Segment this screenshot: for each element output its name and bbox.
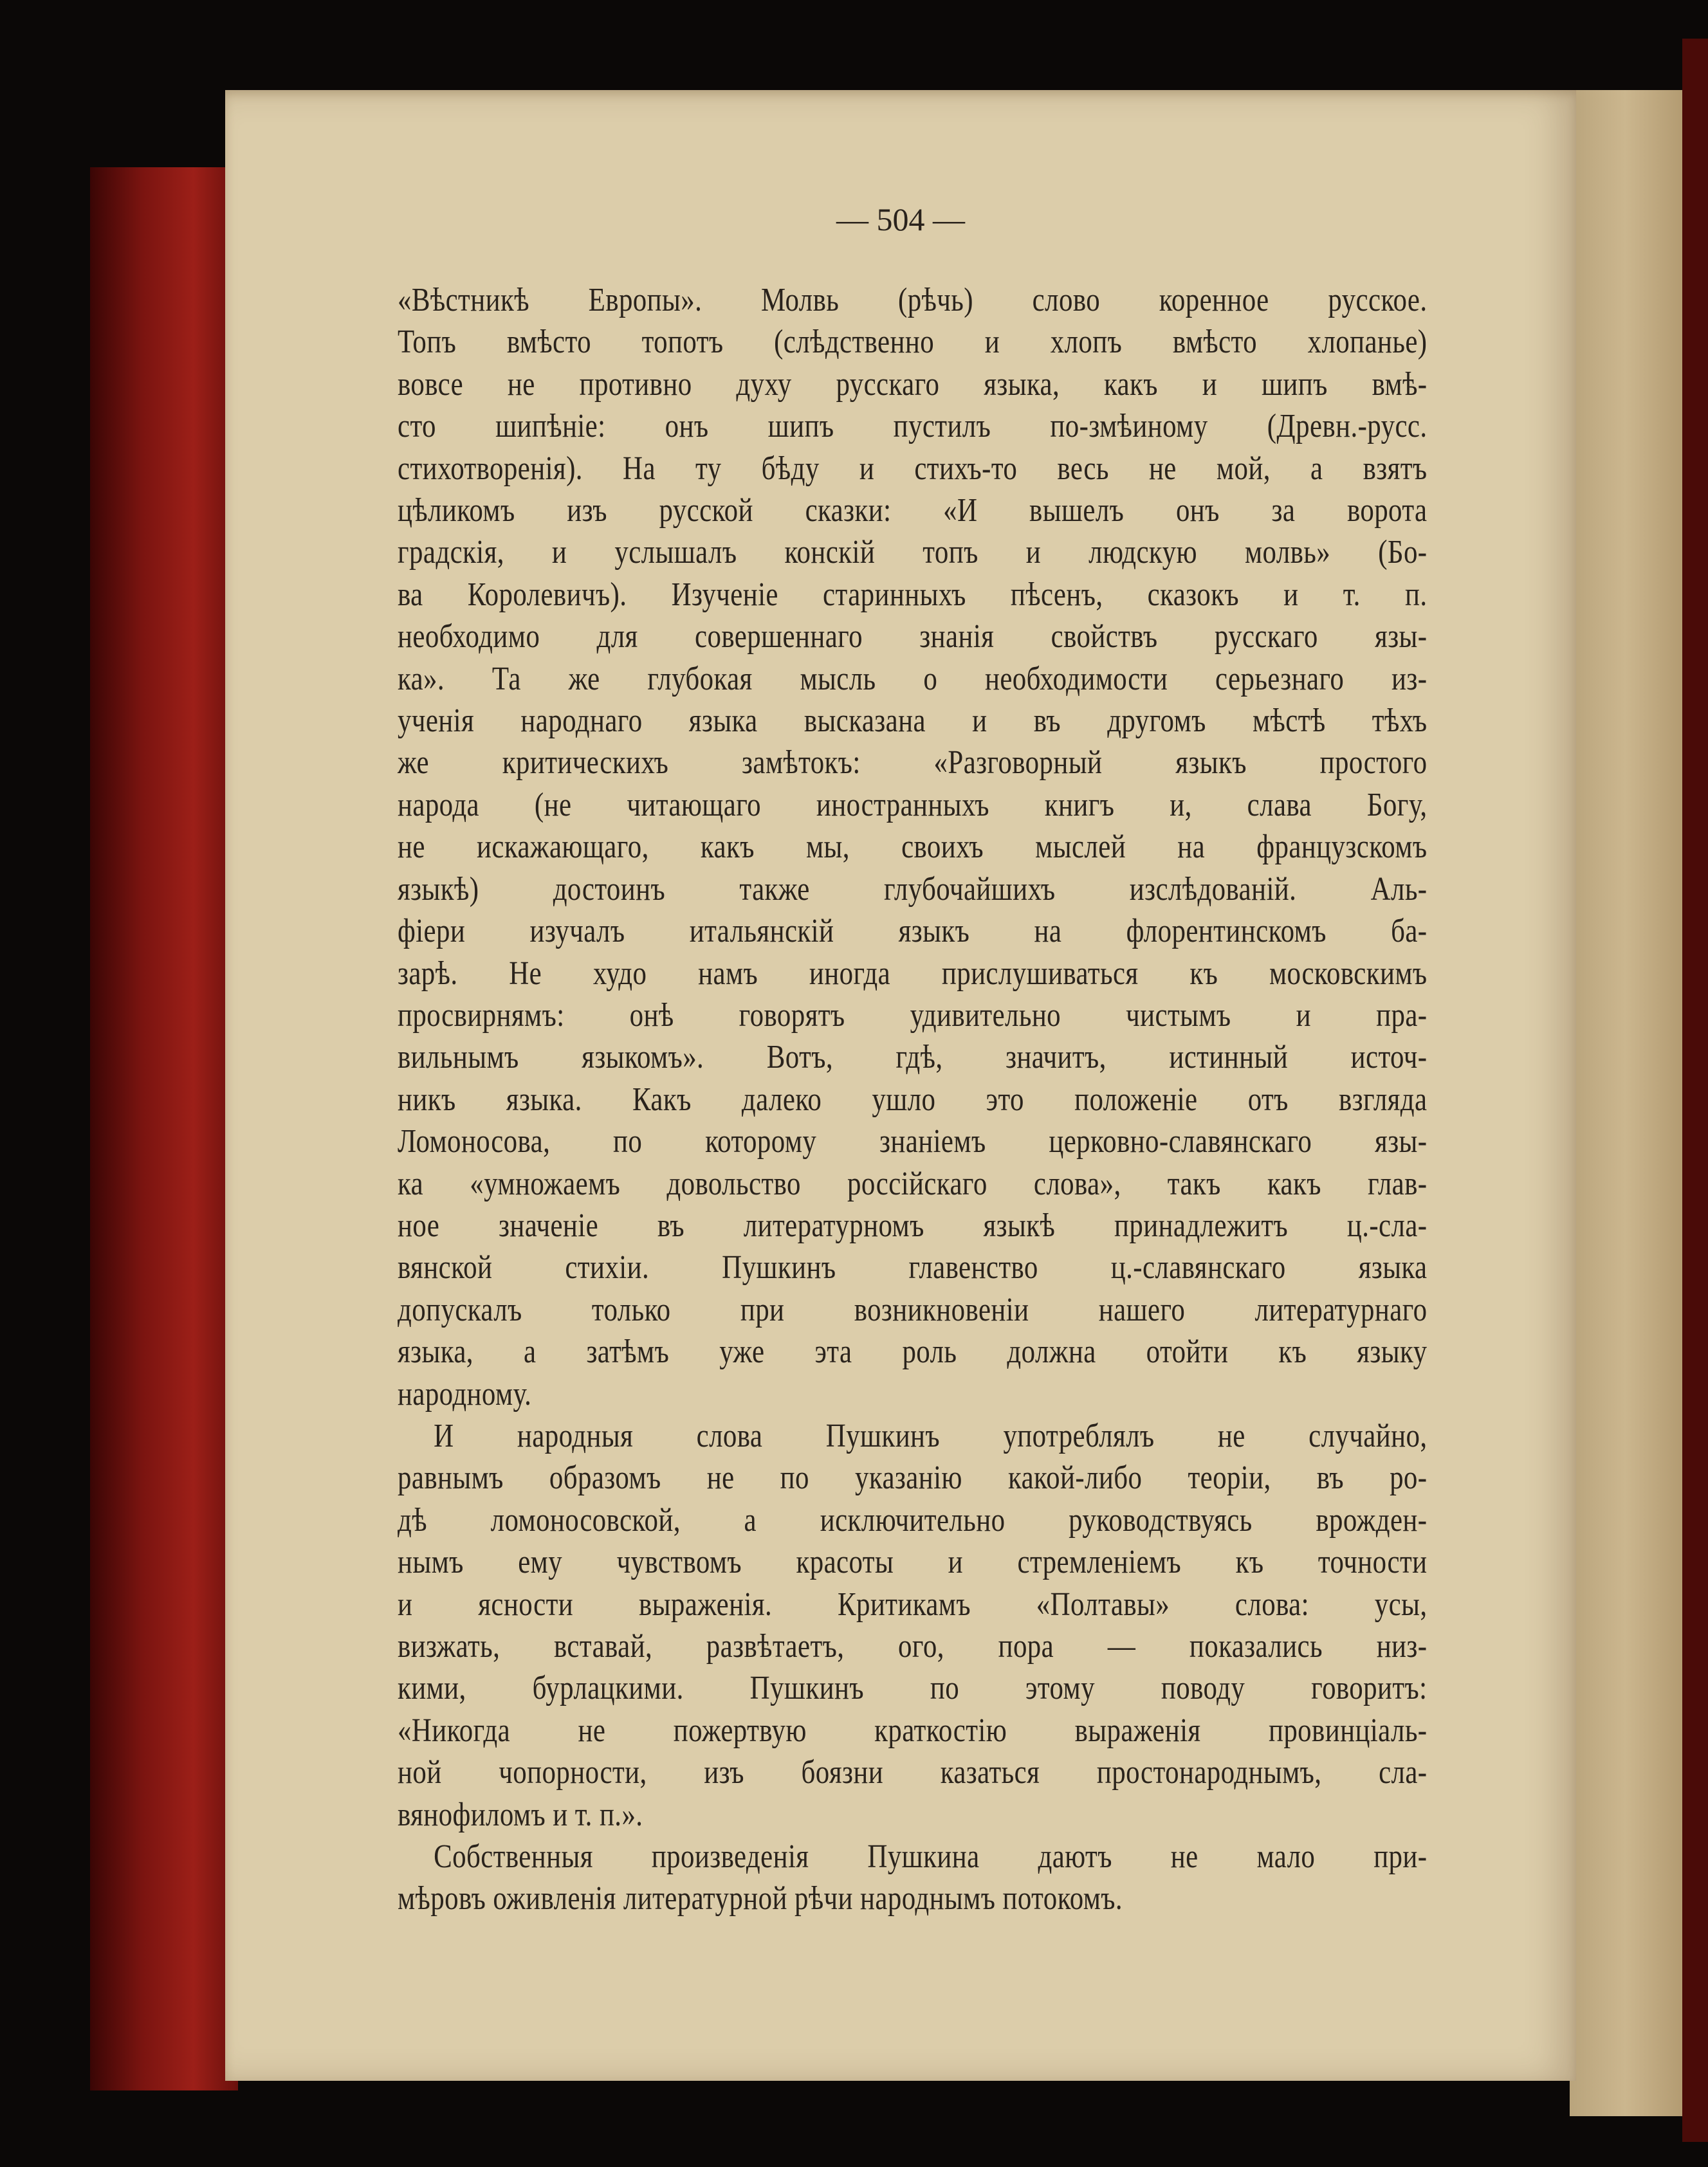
- text-line: нымъ ему чувствомъ красоты и стремленіемъ къ точности: [398, 1544, 1428, 1581]
- book-edge-right: [1682, 39, 1708, 2142]
- text-line: языкѣ) достоинъ также глубочайшихъ изслѣдованій. Аль-: [398, 870, 1428, 908]
- text-line: Собственныя произведенія Пушкина даютъ не мало при-: [434, 1838, 1428, 1876]
- text-line: равнымъ образомъ не по указанію какой-либо теоріи, въ ро-: [398, 1459, 1428, 1497]
- text-line: Топъ вмѣсто топотъ (слѣдственно и хлопъ вмѣсто хлопанье): [398, 324, 1428, 361]
- paragraph: [398, 279, 1428, 1415]
- text-line: ва Королевичъ). Изученіе старинныхъ пѣсенъ, сказокъ и т. п.: [398, 576, 1428, 613]
- text-line: вильнымъ языкомъ». Вотъ, гдѣ, значитъ, истинный источ-: [398, 1039, 1428, 1076]
- text-line: необходимо для совершеннаго знанія свойствъ русскаго язы-: [398, 618, 1428, 655]
- text-line: ка «умножаемъ довольство россійскаго слова», такъ какъ глав-: [398, 1165, 1428, 1202]
- text-line: ное значеніе въ литературномъ языкѣ принадлежитъ ц.-сла-: [398, 1207, 1428, 1244]
- text-line: ка». Та же глубокая мысль о необходимости серьезнаго из-: [398, 660, 1428, 697]
- text-line: «Никогда не пожертвую краткостію выраженія провинціаль-: [398, 1712, 1428, 1749]
- text-line: цѣликомъ изъ русской сказки: «И вышелъ онъ за ворота: [398, 492, 1428, 529]
- text-line: зарѣ. Не худо намъ иногда прислушиваться къ московскимъ: [398, 955, 1428, 992]
- paragraph: [398, 1836, 1428, 1920]
- text-line: и ясности выраженія. Критикамъ «Полтавы» слова: усы,: [398, 1586, 1428, 1623]
- text-line: вовсе не противно духу русскаго языка, какъ и шипъ вмѣ-: [398, 365, 1428, 403]
- page-number: — 504 —: [836, 201, 965, 237]
- text-line: визжать, вставай, развѣтаетъ, ого, пора — показались низ-: [398, 1628, 1428, 1665]
- text-line: кими, бурлацкими. Пушкинъ по этому поводу говоритъ:: [398, 1670, 1428, 1707]
- text-line: стихотворенія). На ту бѣду и стихъ-то весь не мой, а взятъ: [398, 450, 1428, 487]
- text-line: никъ языка. Какъ далеко ушло это положеніе отъ взгляда: [398, 1081, 1428, 1118]
- text-line: «Вѣстникѣ Европы». Молвь (рѣчь) слово коренное русское.: [398, 282, 1428, 318]
- text-line: сто шипѣніе: онъ шипъ пустилъ по-змѣиному (Древн.-русс.: [398, 408, 1428, 445]
- text-line: ученія народнаго языка высказана и въ другомъ мѣстѣ тѣхъ: [398, 702, 1428, 740]
- text-line: народа (не читающаго иностранныхъ книгъ и, слава Богу,: [398, 786, 1428, 823]
- paragraph: [398, 1415, 1428, 1836]
- text-line: же критическихъ замѣтокъ: «Разговорный языкъ простого: [398, 744, 1428, 782]
- book-edge-left: [90, 167, 238, 2090]
- text-line: дѣ ломоносовской, а исключительно руководствуясь врожден-: [398, 1501, 1428, 1539]
- text-line: Ломоносова, по которому знаніемъ церковно-славянскаго язы-: [398, 1123, 1428, 1160]
- text-line: мѣровъ оживленія литературной рѣчи народнымъ потокомъ.: [398, 1880, 1123, 1917]
- text-line: вянской стихіи. Пушкинъ главенство ц.-славянскаго языка: [398, 1249, 1428, 1286]
- text-line: фіери изучалъ итальянскій языкъ на флорентинскомъ ба-: [398, 913, 1428, 950]
- text-line: допускалъ только при возникновеніи нашего литературнаго: [398, 1291, 1428, 1328]
- text-line: языка, а затѣмъ уже эта роль должна отойти къ языку: [398, 1333, 1428, 1371]
- text-line: народному.: [398, 1375, 532, 1413]
- body-text: [398, 279, 1428, 1920]
- text-line: ной чопорности, изъ боязни казаться простонароднымъ, сла-: [398, 1754, 1428, 1791]
- text-line: вянофиломъ и т. п.».: [398, 1796, 643, 1833]
- text-line: И народныя слова Пушкинъ употреблялъ не случайно,: [434, 1417, 1428, 1454]
- text-line: не искажающаго, какъ мы, своихъ мыслей на французскомъ: [398, 828, 1428, 866]
- book-page: [225, 90, 1576, 2081]
- text-line: градскія, и услышалъ конскій топъ и людскую молвь» (Бо-: [398, 534, 1428, 571]
- text-line: просвирнямъ: онѣ говорятъ удивительно чистымъ и пра-: [398, 996, 1428, 1034]
